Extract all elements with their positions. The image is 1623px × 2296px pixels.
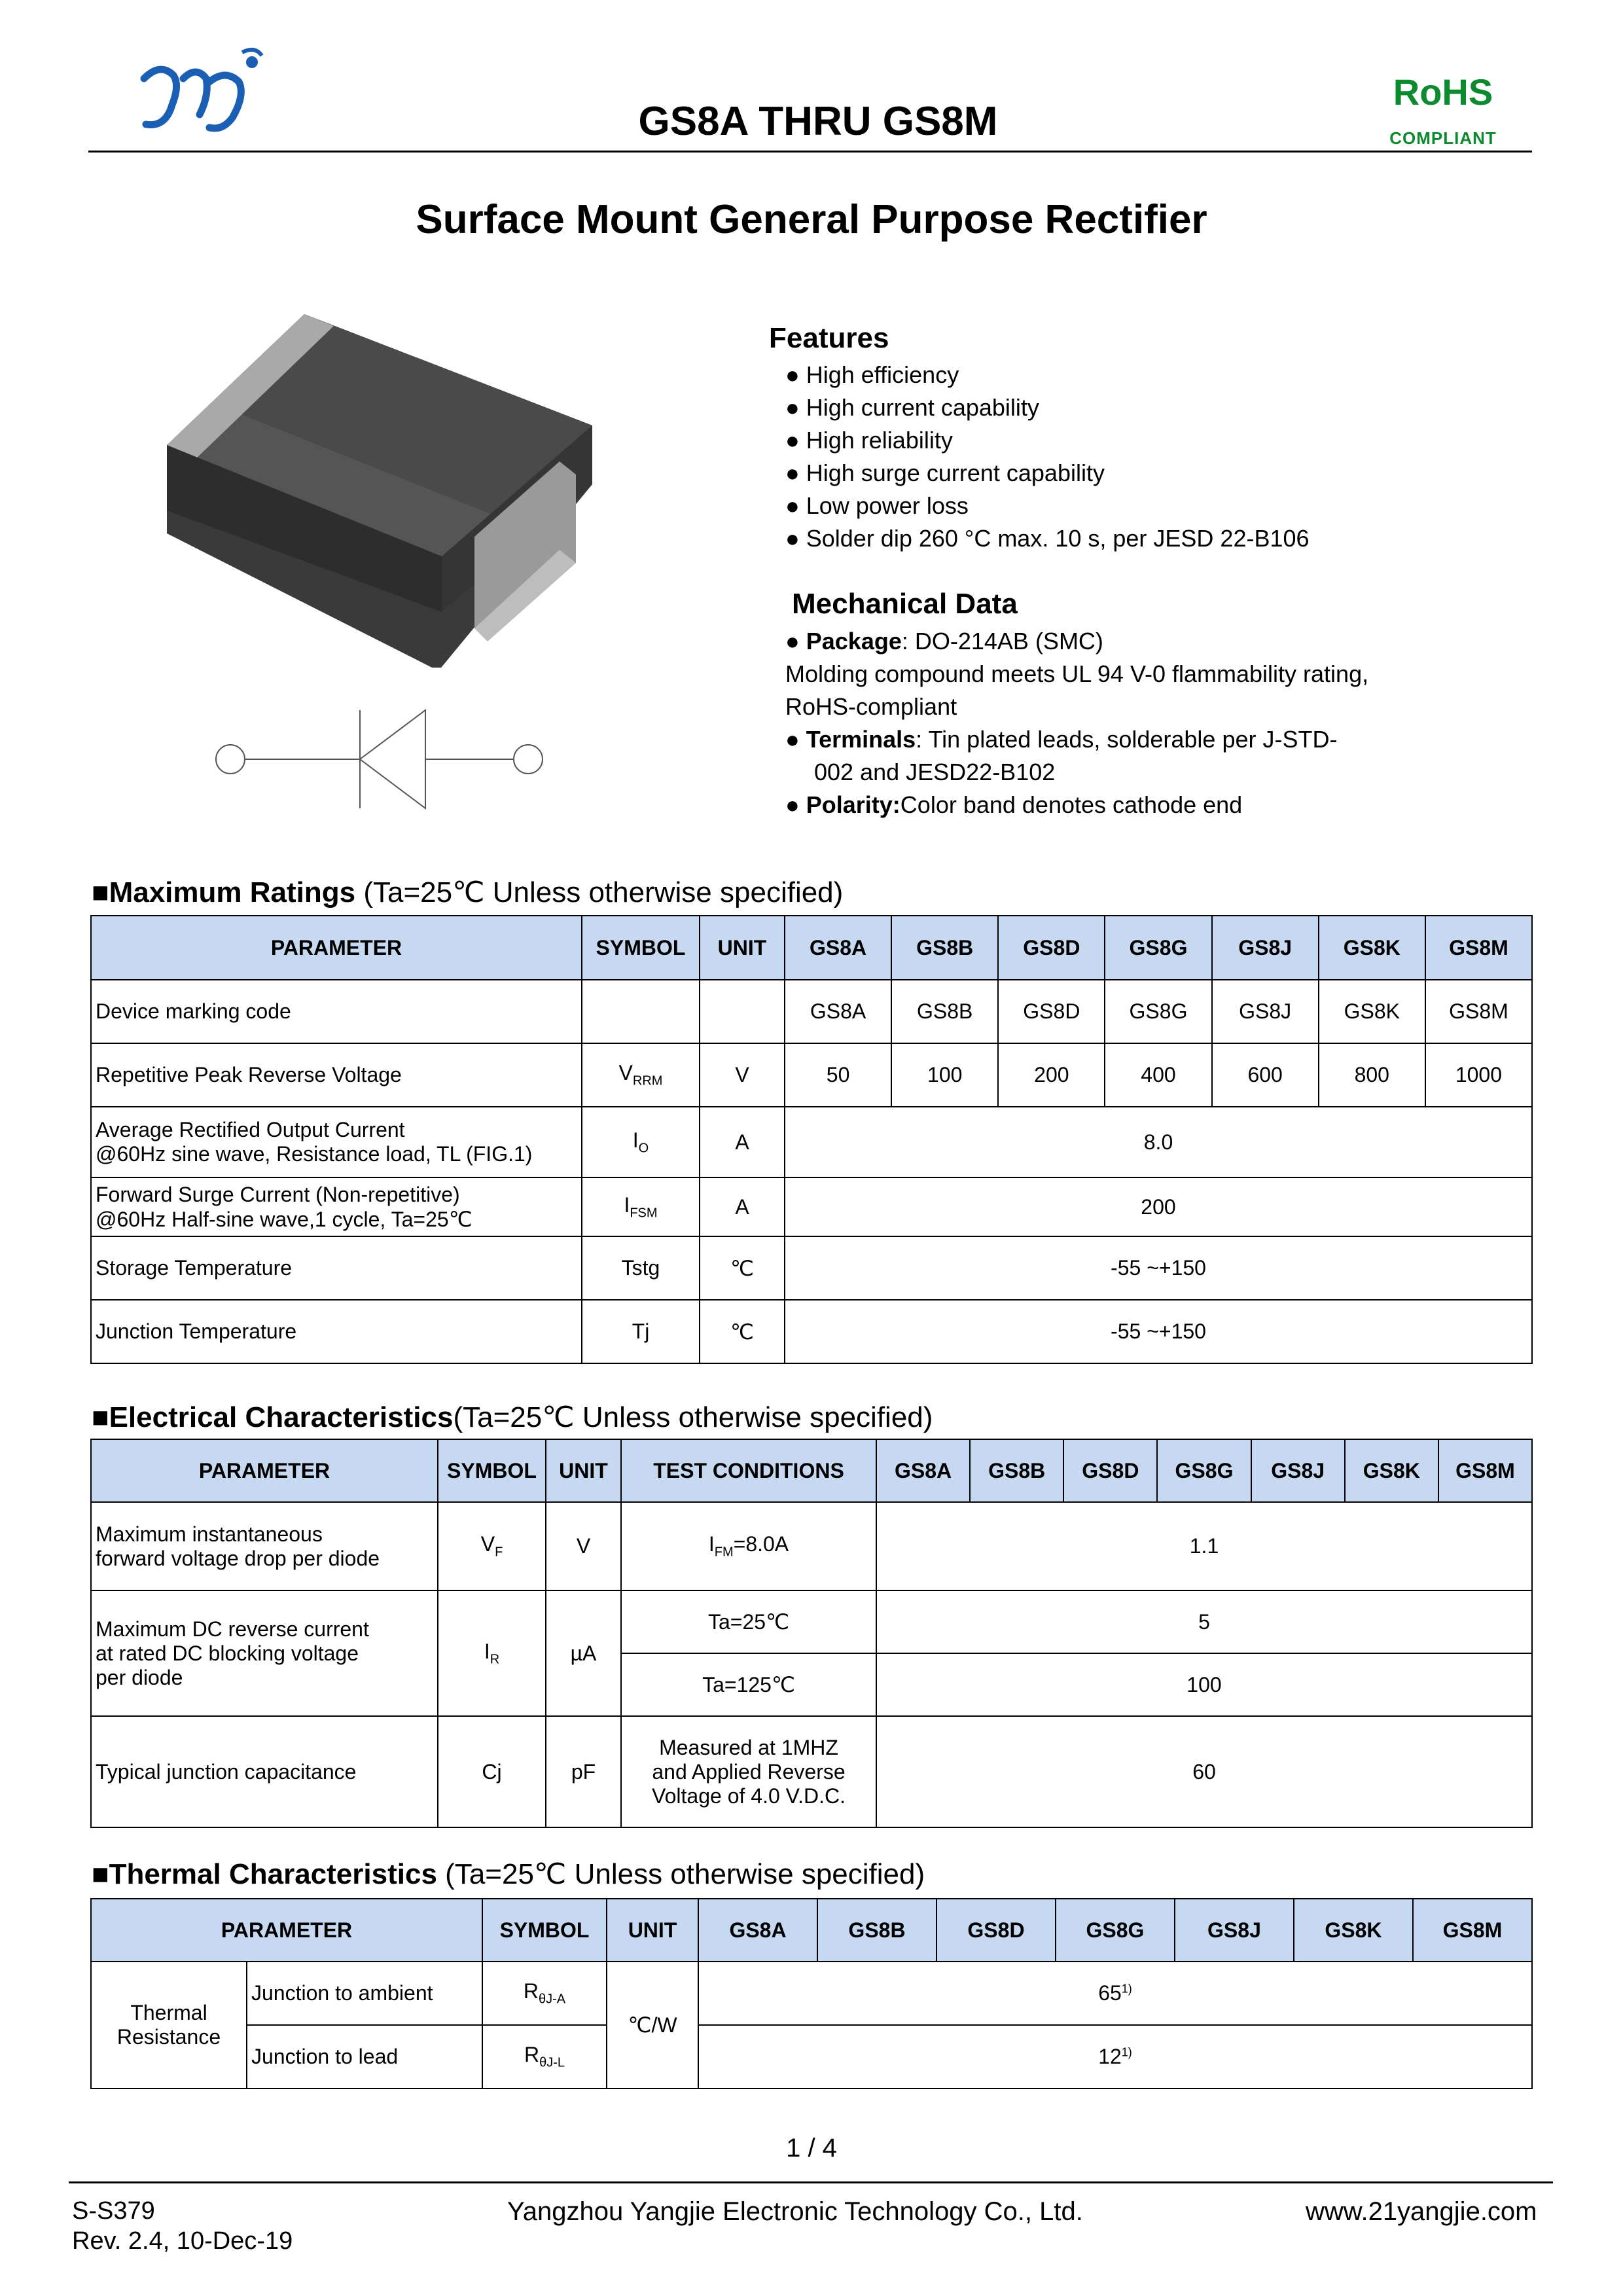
website-link[interactable]: www.21yangjie.com <box>1306 2197 1537 2226</box>
max-ratings-table <box>90 915 1533 1364</box>
table-row: Storage Temperature Tstg ℃ -55 ~+150 <box>91 1236 1532 1300</box>
thermal-table <box>90 1898 1533 2089</box>
table-row: Maximum instantaneous forward voltage drop per diode $V_F$ V $I_{FM}=8.0A$ 1.1 <box>91 1502 1532 1590</box>
mechanical-data <box>785 625 1479 821</box>
feature-item: ● High surge current capability <box>785 459 1105 486</box>
feature-item: ● Solder dip 260 °C max. 10 s, per JESD 22-B106 <box>785 525 1310 552</box>
rohs-badge: RoHS <box>1393 71 1493 113</box>
features-heading: Features <box>769 322 889 354</box>
header-title: GS8A THRU GS8M <box>638 99 998 144</box>
table-header-row: PARAMETER SYMBOL UNIT GS8A GS8B GS8D GS8G GS8J GS8K GS8M <box>91 916 1532 980</box>
feature-item: ● Low power loss <box>785 492 969 519</box>
smc-package-image <box>154 314 612 668</box>
table-row: Forward Surge Current (Non-repetitive) @60Hz Half-sine wave,1 cycle, Ta=25℃ $I_{FSM}$ A 200 <box>91 1177 1532 1236</box>
table-row: Typical junction capacitance Cj pF Measured at 1MHZ and Applied Reverse Voltage of 4.0 V.D.C. 60 <box>91 1716 1532 1827</box>
table-row: Device marking code GS8A GS8B GS8D GS8G GS8J GS8K GS8M <box>91 980 1532 1043</box>
table-row: Junction Temperature Tj ℃ -55 ~+150 <box>91 1300 1532 1363</box>
table-header-row: PARAMETER SYMBOL UNIT TEST CONDITIONS GS8A GS8B GS8D GS8G GS8J GS8K GS8M <box>91 1439 1532 1502</box>
table-row: Thermal Resistance Junction to ambient $R_{\theta J-A}$ ℃/W 65$^{1)}$ <box>91 1962 1532 2025</box>
package-line: ● Package: DO-214AB (SMC) <box>785 628 1103 655</box>
polarity-line: ● Polarity:Color band denotes cathode end <box>785 791 1243 818</box>
max-ratings-heading: ■Maximum Ratings (Ta=25℃ Unless otherwise specified) <box>92 876 844 908</box>
molding-line: Molding compound meets UL 94 V-0 flammability rating, <box>785 660 1369 687</box>
table-row: Ta=125℃ 100 <box>91 1653 1532 1716</box>
mechanical-heading: Mechanical Data <box>792 588 1018 620</box>
diode-symbol <box>209 707 550 812</box>
table-row: Junction to lead $R_{\theta J-L}$ 12$^{1)}$ <box>91 2025 1532 2089</box>
feature-item: ● High reliability <box>785 427 953 454</box>
company-logo <box>134 43 265 141</box>
page-title: Surface Mount General Purpose Rectifier <box>416 197 1207 242</box>
footer-doc-info <box>72 2196 293 2256</box>
terminals-line: ● Terminals: Tin plated leads, solderable per J-STD- <box>785 726 1338 753</box>
rohs-compliant-label: COMPLIANT <box>1389 128 1497 148</box>
molding-line: RoHS-compliant <box>785 693 957 720</box>
page-number: 1 / 4 <box>786 2134 837 2162</box>
thermal-heading: ■Thermal Characteristics (Ta=25℃ Unless otherwise specified) <box>92 1858 925 1890</box>
footer-divider <box>69 2181 1553 2183</box>
table-row: Maximum DC reverse current at rated DC blocking voltage per diode $I_R$ µA Ta=25℃ 5 <box>91 1590 1532 1653</box>
header-divider <box>88 151 1532 152</box>
feature-item: ● High current capability <box>785 394 1039 421</box>
table-header-row: PARAMETER SYMBOL UNIT GS8A GS8B GS8D GS8G GS8J GS8K GS8M <box>91 1899 1532 1962</box>
terminals-line: 002 and JESD22-B102 <box>814 759 1056 785</box>
company-name: Yangzhou Yangjie Electronic Technology Co., Ltd. <box>507 2197 1083 2226</box>
features-list <box>785 359 1310 555</box>
feature-item: ● High efficiency <box>785 361 959 388</box>
revision: Rev. 2.4, 10-Dec-19 <box>72 2227 293 2255</box>
table-row: Repetitive Peak Reverse Voltage $V_{RRM}$ V 50 100 200 400 600 800 1000 <box>91 1043 1532 1107</box>
table-row: Average Rectified Output Current @60Hz sine wave, Resistance load, TL (FIG.1) $I_O$ A 8.0 <box>91 1107 1532 1177</box>
electrical-table <box>90 1439 1533 1828</box>
doc-number: S-S379 <box>72 2197 155 2225</box>
electrical-heading: ■Electrical Characteristics(Ta=25℃ Unless otherwise specified) <box>92 1401 933 1433</box>
